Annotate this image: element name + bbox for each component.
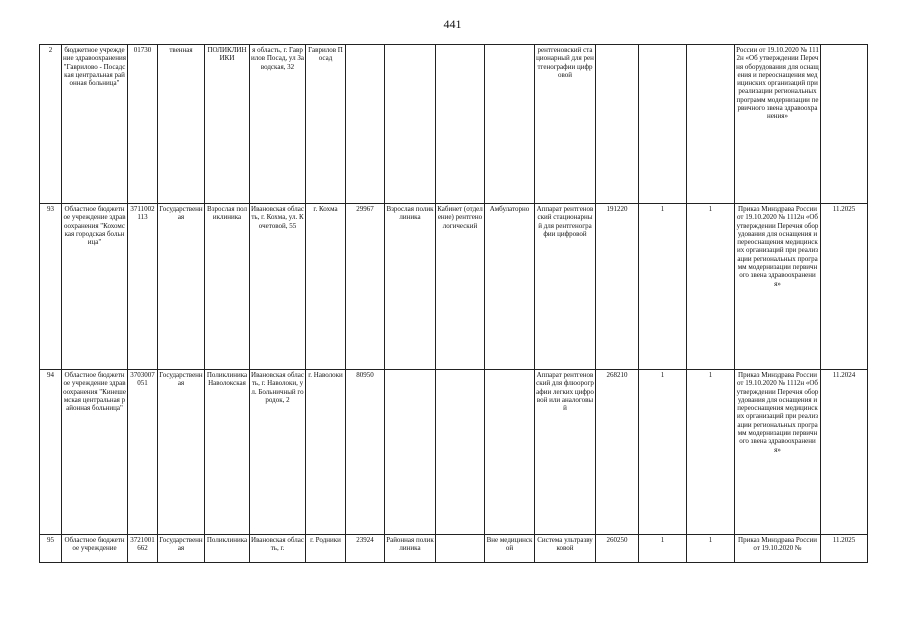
cell-equipment: рентгеновский стационарный для рентгенографии цифровой [535, 45, 596, 204]
cell-deadline [821, 45, 868, 204]
cell-unit: Поликлиника [205, 535, 250, 563]
cell-population: 29967 [346, 204, 385, 370]
page-number: 441 [443, 17, 462, 31]
cell-no: 95 [40, 535, 62, 563]
cell-population: 80950 [346, 370, 385, 535]
cell-unit-type [385, 45, 436, 204]
cell-ownership: Государственная [158, 204, 205, 370]
cell-no: 2 [40, 45, 62, 204]
cell-org: Областное бюджетное учреждение здравоохранения "Кохомская городская больница" [62, 204, 128, 370]
cell-locality: г. Родники [306, 535, 346, 563]
cell-locality: г. Наволоки [306, 370, 346, 535]
cell-population: 23924 [346, 535, 385, 563]
cell-locality: Гаврилов Посад [306, 45, 346, 204]
cell-qty1: 1 [639, 204, 687, 370]
cell-basis: Приказ Минздрава России от 19.10.2020 № [735, 535, 821, 563]
cell-department [436, 370, 485, 535]
cell-price: 260250 [596, 535, 639, 563]
cell-care-form: Амбулаторно [485, 204, 535, 370]
cell-deadline: 11.2024 [821, 370, 868, 535]
cell-basis: Приказ Минздрава России от 19.10.2020 № 1112н «Об утверждении Перечня оборудования для оснащения и переоснащения медицинских организаций при реализации региональных программ модернизации первичного звена здравоохранения» [735, 370, 821, 535]
cell-ownership: Государственная [158, 535, 205, 563]
cell-qty2: 1 [687, 204, 735, 370]
cell-code: 01730 [128, 45, 158, 204]
cell-code: 3721001662 [128, 535, 158, 563]
cell-unit-type [385, 370, 436, 535]
cell-unit-type: Районная поликлиника [385, 535, 436, 563]
table-row [40, 204, 868, 370]
cell-qty2: 1 [687, 535, 735, 563]
cell-address: Ивановская область, г. [250, 535, 306, 563]
cell-unit: ПОЛИКЛИНИКИ [205, 45, 250, 204]
cell-deadline: 11.2025 [821, 204, 868, 370]
table-row [40, 370, 868, 535]
cell-org: Областное бюджетное учреждение [62, 535, 128, 563]
cell-qty2 [687, 45, 735, 204]
cell-care-form: Вне медицинской [485, 535, 535, 563]
cell-org: бюджетное учреждение здравоохранения "Гаврилово - Посадская центральная районная больница" [62, 45, 128, 204]
cell-no: 93 [40, 204, 62, 370]
cell-org: Областное бюджетное учреждение здравоохранения "Кинешемская центральная районная больница" [62, 370, 128, 535]
cell-ownership: Государственная [158, 370, 205, 535]
cell-department [436, 45, 485, 204]
cell-address: Ивановская область, г. Кохма, ул. Кочетовой, 55 [250, 204, 306, 370]
table-row [40, 45, 868, 204]
cell-equipment: Аппарат рентгеновский стационарный для рентгенографии цифровой [535, 204, 596, 370]
cell-basis: Приказ Минздрава России от 19.10.2020 № 1112н «Об утверждении Перечня оборудования для оснащения и переоснащения медицинских организаций при реализации региональных программ модернизации первичного звена здравоохранения» [735, 204, 821, 370]
cell-code: 3703007051 [128, 370, 158, 535]
cell-locality: г. Кохма [306, 204, 346, 370]
cell-price: 268210 [596, 370, 639, 535]
cell-no: 94 [40, 370, 62, 535]
cell-address: Ивановская область, г. Наволоки, ул. Больничный городок, 2 [250, 370, 306, 535]
cell-code: 3711002113 [128, 204, 158, 370]
cell-price: 191220 [596, 204, 639, 370]
cell-unit: Поликлиника Наволокская [205, 370, 250, 535]
cell-qty1 [639, 45, 687, 204]
cell-department [436, 535, 485, 563]
table-row [40, 535, 868, 563]
cell-equipment: Аппарат рентгеновский для флюорографии легких цифровой или аналоговый [535, 370, 596, 535]
cell-basis: России от 19.10.2020 № 1112н «Об утверждении Перечня оборудования для оснащения и переоснащения медицинских организаций при реализации региональных программ модернизации первичного звена здравоохранения» [735, 45, 821, 204]
cell-address: я область, г. Гаврилов Посад, ул Заводская, 32 [250, 45, 306, 204]
cell-care-form [485, 45, 535, 204]
cell-ownership: твенная [158, 45, 205, 204]
cell-qty1: 1 [639, 535, 687, 563]
cell-unit-type: Взрослая поликлиника [385, 204, 436, 370]
cell-care-form [485, 370, 535, 535]
cell-department: Кабинет (отделение) рентгенологический [436, 204, 485, 370]
cell-qty1: 1 [639, 370, 687, 535]
cell-price [596, 45, 639, 204]
cell-equipment: Система ультразвуковой [535, 535, 596, 563]
cell-population [346, 45, 385, 204]
equipment-table [39, 44, 868, 563]
cell-unit: Взрослая поликлиника [205, 204, 250, 370]
cell-qty2: 1 [687, 370, 735, 535]
cell-deadline: 11.2025 [821, 535, 868, 563]
